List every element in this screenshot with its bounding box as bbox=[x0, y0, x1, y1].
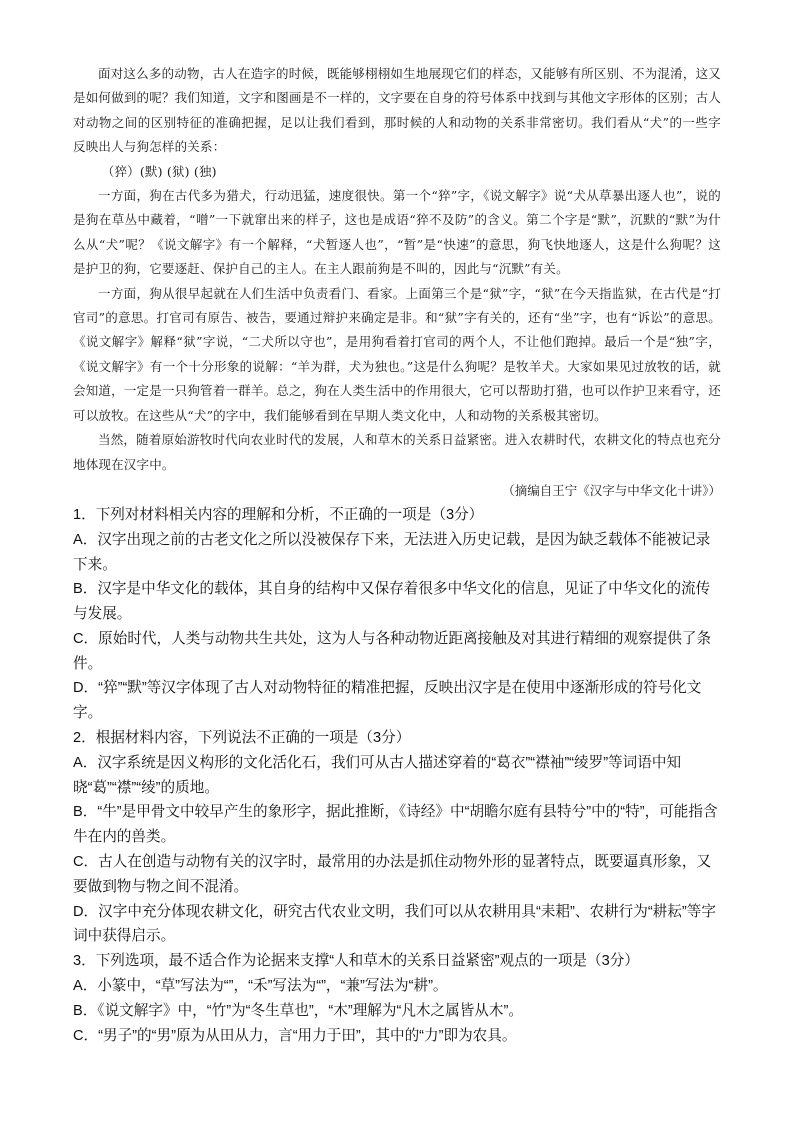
reading-passage bbox=[73, 62, 721, 477]
passage-character-list: （猝）(默) (狱) (独) bbox=[101, 163, 217, 179]
question-2-option-b: B．“牛”是甲骨文中较早产生的象形字，据此推断，《诗经》中“胡瞻尔庭有县特兮”中的“特”，可能指含牛在内的兽类。 bbox=[73, 804, 718, 846]
question-3 bbox=[73, 949, 721, 1048]
question-1-option-d: D．“猝”“默”等汉字体现了古人对动物特征的精准把握，反映出汉字是在使用中逐渐形成的符号化文字。 bbox=[73, 680, 702, 722]
question-1-option-c: C．原始时代，人类与动物共生共处，这为人与各种动物近距离接触及对其进行精细的观察提供了条件。 bbox=[73, 630, 712, 672]
question-3-stem: 3．下列选项，最不适合作为论据来支撑“人和草木的关系日益紧密”观点的一项是（3分） bbox=[73, 953, 639, 970]
question-3-option-a: A．小篆中，“草”写法为“”，“禾”写法为“”，“兼”写法为“耕”。 bbox=[73, 978, 448, 995]
passage-paragraph-4: 当然，随着原始游牧时代向农业时代的发展，人和草木的关系日益紧密。进入农耕时代，农耕文化的特点也充分地体现在汉字中。 bbox=[73, 432, 721, 472]
question-2-stem: 2．根据材料内容，下列说法不正确的一项是（3分） bbox=[73, 730, 411, 747]
passage-paragraph-2: 一方面，狗在古代多为猎犬，行动迅猛，速度很快。第一个“猝”字，《说文解字》说“犬从草暴出逐人也”，说的是狗在草丛中藏着，“噌”一下就窜出来的样子，这也是成语“猝不及防”的含义。第二个字是“默”，沉默的“默”为什么从“犬”呢？《说文解字》有一个解释，“犬暂逐人也”，“暂”是“快速”的意思，狗飞快地逐人，这是什么狗呢？这是护卫的狗，它要逐赶、保护自己的主人。在主人跟前狗是不叫的，因此与“沉默”有关。 bbox=[73, 188, 721, 277]
question-3-option-c: C．“男子”的“男”原为从田从力，言“用力于田”，其中的“力”即为农具。 bbox=[73, 1027, 517, 1044]
question-2-option-a: A．汉字系统是因义构形的文化活化石，我们可从古人描述穿着的“葛衣”“襟袖”“绫罗”等词语中知晓“葛”“襟”“绫”的质地。 bbox=[73, 754, 682, 796]
question-2-option-c: C．古人在创造与动物有关的汉字时，最常用的办法是抓住动物外形的显著特点，既要逼真形象，又要做到物与物之间不混淆。 bbox=[73, 854, 712, 895]
question-1-option-a: A．汉字出现之前的古老文化之所以没被保存下来，无法进入历史记载，是因为缺乏载体不能被记录下来。 bbox=[73, 531, 711, 573]
exam-page bbox=[73, 62, 721, 1048]
passage-paragraph-3: 一方面，狗从很早起就在人们生活中负责看门、看家。上面第三个是“狱”字，“狱”在今天指监狱，在古代是“打官司”的意思。打官司有原告、被告，要通过辩护来确定是非。和“狱”字有关的，还有“坐”字，也有“诉讼”的意思。《说文解字》解释“狱”字说，“二犬所以守也”，是用狗看着打官司的两个人，不让他们跑掉。最后一个是“独”字，《说文解字》有一个十分形象的说解：“羊为群，犬为独也。”这是什么狗呢？是牧羊犬。大家如果见过放牧的话，就会知道，一定是一只狗管着一群羊。总之，狗在人类生活中的作用很大，它可以帮助打猎，也可以作护卫来看守，还可以放牧。在这些从“犬”的字中，我们能够看到在早期人类文化中，人和动物的关系极其密切。 bbox=[73, 285, 721, 423]
question-3-option-b: B．《说文解字》中，“竹”为“冬生草也”，“木”理解为“凡木之属皆从木”。 bbox=[73, 1002, 523, 1019]
passage-source: （摘编自王宁《汉字与中华文化十讲》） bbox=[502, 482, 721, 498]
question-1-stem: 1．下列对材料相关内容的理解和分析，不正确的一项是（3分） bbox=[73, 506, 484, 523]
question-1-option-b: B．汉字是中华文化的载体，其自身的结构中又保存着很多中华文化的信息，见证了中华文化的流传与发展。 bbox=[73, 581, 711, 623]
question-1 bbox=[73, 503, 721, 726]
passage-paragraph-1: 面对这么多的动物，古人在造字的时候，既能够栩栩如生地展现它们的样态，又能够有所区别、不为混淆，这又是如何做到的呢？我们知道，文字和图画是不一样的，文字要在自身的符号体系中找到与其他文字形体的区别；古人对动物之间的区别特征的准确把握，足以让我们看到，那时候的人和动物的关系非常密切。我们看从“犬”的一些字反映出人与狗怎样的关系： bbox=[73, 66, 721, 155]
question-2 bbox=[73, 726, 721, 949]
question-section bbox=[73, 503, 721, 1049]
question-2-option-d: D．汉字中充分体现农耕文化，研究古代农业文明，我们可以从农耕用具“耒耜”、农耕行为“耕耘”等字词中获得启示。 bbox=[73, 903, 716, 945]
